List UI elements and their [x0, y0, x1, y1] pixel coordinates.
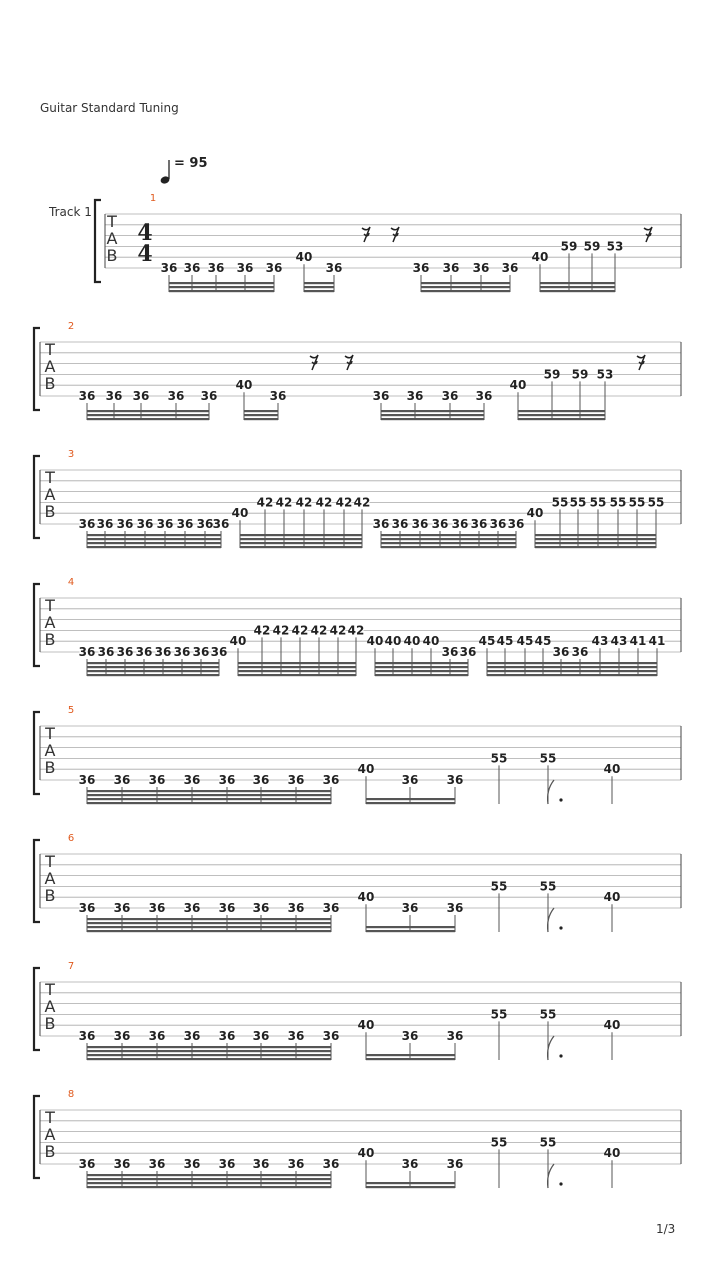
note-beam [366, 926, 455, 928]
measure-number: 2 [67, 321, 75, 332]
fret-number: 36 [269, 389, 287, 403]
note-beam [87, 666, 219, 668]
note-beam [366, 798, 455, 800]
note-beam [375, 666, 468, 668]
fret-number: 36 [156, 517, 174, 531]
fret-number: 36 [192, 645, 210, 659]
note-beam [87, 802, 331, 804]
note-beam [240, 538, 362, 540]
tab-clef-letter: A [44, 613, 56, 632]
fret-number: 36 [113, 1029, 131, 1043]
fret-number: 36 [97, 645, 115, 659]
note-beam [366, 802, 455, 804]
fret-number: 40 [603, 1146, 621, 1161]
fret-number: 55 [490, 751, 508, 766]
system-bracket [34, 584, 40, 666]
fret-number: 36 [401, 773, 419, 787]
note-beam [238, 662, 356, 664]
fret-number: 36 [322, 1029, 340, 1043]
fret-number: 36 [148, 901, 166, 915]
fret-number: 36 [252, 901, 270, 915]
fret-number: 36 [470, 517, 488, 531]
note-flag [548, 1036, 554, 1060]
fret-number: 36 [105, 389, 123, 403]
note-beam [87, 1054, 331, 1056]
fret-number: 40 [603, 890, 621, 905]
tab-clef-letter: T [45, 1108, 55, 1127]
fret-number: 36 [552, 645, 570, 659]
fret-number: 40 [366, 634, 384, 649]
note-beam [244, 414, 278, 416]
fret-number: 36 [489, 517, 507, 531]
fret-number: 42 [329, 623, 347, 638]
system-bracket [34, 1096, 40, 1178]
note-beam [87, 418, 209, 420]
tab-clef-letter: B [44, 758, 56, 777]
fret-number: 55 [490, 879, 508, 894]
tab-clef-letter: T [45, 468, 55, 487]
fret-number: 36 [218, 1157, 236, 1171]
fret-number: 36 [207, 261, 225, 275]
system-7 [34, 961, 681, 1060]
fret-number: 36 [113, 773, 131, 787]
note-beam [87, 538, 221, 540]
fret-number: 42 [253, 623, 271, 638]
note-beam [487, 670, 657, 672]
fret-number: 55 [490, 1135, 508, 1150]
fret-number: 40 [229, 634, 247, 649]
fret-number: 36 [183, 1029, 201, 1043]
fret-number: 36 [183, 773, 201, 787]
fret-number: 36 [176, 517, 194, 531]
fret-number: 36 [252, 1029, 270, 1043]
note-beam [366, 1186, 455, 1188]
fret-number: 36 [411, 517, 429, 531]
note-beam [169, 290, 274, 292]
tab-clef-letter: A [44, 741, 56, 760]
note-beam [87, 534, 221, 536]
fret-number: 40 [384, 634, 402, 649]
fret-number: 36 [451, 517, 469, 531]
fret-number: 40 [235, 378, 253, 393]
fret-number: 36 [401, 1157, 419, 1171]
fret-number: 36 [501, 261, 519, 275]
fret-number: 45 [534, 634, 552, 649]
fret-number: 36 [287, 1029, 305, 1043]
fret-number: 36 [96, 517, 114, 531]
fret-number: 59 [571, 367, 589, 382]
system-bracket [34, 328, 40, 410]
note-beam [540, 282, 615, 284]
fret-number: 55 [551, 495, 569, 510]
system-4 [34, 577, 681, 676]
note-beam [87, 918, 331, 920]
fret-number: 36 [148, 773, 166, 787]
fret-number: 36 [78, 1029, 96, 1043]
fret-number: 40 [231, 506, 249, 521]
note-beam [381, 546, 516, 548]
note-beam [238, 666, 356, 668]
tab-clef-letter: B [44, 1014, 56, 1033]
note-beam [87, 1186, 331, 1188]
dotted-note [559, 1182, 562, 1185]
track-name-label: Track 1 [49, 205, 92, 219]
fret-number: 36 [287, 773, 305, 787]
tab-clef-letter: B [44, 886, 56, 905]
fret-number: 36 [431, 517, 449, 531]
tab-clef-letter: T [45, 724, 55, 743]
note-beam [87, 662, 219, 664]
note-beam [87, 926, 331, 928]
fret-number: 40 [357, 890, 375, 905]
fret-number: 36 [507, 517, 525, 531]
system-5 [34, 705, 681, 804]
note-beam [518, 414, 605, 416]
note-beam [487, 662, 657, 664]
fret-number: 36 [116, 645, 134, 659]
fret-number: 36 [78, 389, 96, 403]
fret-number: 36 [236, 261, 254, 275]
fret-number: 36 [148, 1029, 166, 1043]
tempo-value: 95 [189, 156, 208, 171]
fret-number: 36 [441, 645, 459, 659]
note-beam [487, 674, 657, 676]
fret-number: 40 [422, 634, 440, 649]
note-beam [518, 418, 605, 420]
note-beam [87, 1058, 331, 1060]
note-beam [304, 286, 334, 288]
fret-number: 45 [496, 634, 514, 649]
note-beam [87, 546, 221, 548]
dotted-note [559, 926, 562, 929]
fret-number: 42 [275, 495, 293, 510]
fret-number: 36 [78, 645, 96, 659]
note-beam [535, 534, 656, 536]
fret-number: 40 [531, 250, 549, 265]
fret-number: 55 [569, 495, 587, 510]
fret-number: 36 [446, 1157, 464, 1171]
fret-number: 36 [265, 261, 283, 275]
fret-number: 53 [596, 367, 614, 382]
fret-number: 55 [490, 1007, 508, 1022]
fret-number: 36 [252, 1157, 270, 1171]
note-beam [240, 542, 362, 544]
note-beam [535, 542, 656, 544]
fret-number: 36 [412, 261, 430, 275]
note-beam [87, 930, 331, 932]
note-beam [366, 1054, 455, 1056]
note-beam [240, 546, 362, 548]
measure-number: 5 [67, 705, 75, 716]
note-flag [548, 780, 554, 804]
note-beam [421, 286, 510, 288]
fret-number: 36 [475, 389, 493, 403]
system-6 [34, 833, 681, 932]
fret-number: 36 [372, 517, 390, 531]
fret-number: 36 [287, 1157, 305, 1171]
tab-clef-letter: A [44, 1125, 56, 1144]
note-beam [238, 674, 356, 676]
measure-number: 1 [149, 193, 157, 204]
note-beam [421, 290, 510, 292]
note-beam [381, 414, 484, 416]
fret-number: 36 [391, 517, 409, 531]
fret-number: 36 [401, 1029, 419, 1043]
note-beam [366, 1058, 455, 1060]
fret-number: 42 [291, 623, 309, 638]
fret-number: 36 [113, 1157, 131, 1171]
fret-number: 40 [357, 762, 375, 777]
fret-number: 36 [116, 517, 134, 531]
note-beam [304, 282, 334, 284]
note-flag [548, 908, 554, 932]
note-beam [87, 674, 219, 676]
fret-number: 55 [628, 495, 646, 510]
fret-number: 42 [295, 495, 313, 510]
fret-number: 36 [287, 901, 305, 915]
fret-number: 36 [252, 773, 270, 787]
fret-number: 43 [610, 634, 628, 649]
system-bracket [34, 840, 40, 922]
tab-clef-letter: B [44, 374, 56, 393]
note-beam [87, 1182, 331, 1184]
note-beam [87, 1178, 331, 1180]
fret-number: 42 [335, 495, 353, 510]
fret-number: 36 [183, 261, 201, 275]
system-1 [95, 193, 681, 292]
fret-number: 36 [78, 773, 96, 787]
fret-number: 55 [647, 495, 665, 510]
tab-clef-letter: B [44, 630, 56, 649]
note-beam [487, 666, 657, 668]
dotted-note [559, 1054, 562, 1057]
fret-number: 42 [256, 495, 274, 510]
fret-number: 43 [591, 634, 609, 649]
note-beam [240, 534, 362, 536]
note-beam [381, 534, 516, 536]
system-bracket [34, 968, 40, 1050]
fret-number: 36 [218, 901, 236, 915]
fret-number: 40 [526, 506, 544, 521]
note-beam [238, 670, 356, 672]
tab-clef-letter: A [106, 229, 118, 248]
measure-number: 6 [67, 833, 75, 844]
fret-number: 55 [539, 1135, 557, 1150]
fret-number: 55 [539, 751, 557, 766]
tab-clef-letter: B [44, 502, 56, 521]
fret-number: 55 [609, 495, 627, 510]
note-beam [169, 282, 274, 284]
fret-number: 55 [539, 879, 557, 894]
fret-number: 36 [78, 517, 96, 531]
fret-number: 36 [459, 645, 477, 659]
note-beam [375, 662, 468, 664]
note-beam [87, 410, 209, 412]
tab-clef-letter: T [45, 852, 55, 871]
fret-number: 41 [648, 634, 666, 649]
note-beam [421, 282, 510, 284]
note-beam [366, 930, 455, 932]
fret-number: 36 [372, 389, 390, 403]
fret-number: 45 [516, 634, 534, 649]
fret-number: 36 [183, 901, 201, 915]
measure-number: 8 [67, 1089, 75, 1100]
system-bracket [34, 456, 40, 538]
tempo-marking: = 95 [174, 156, 208, 171]
note-beam [87, 542, 221, 544]
fret-number: 36 [136, 517, 154, 531]
tab-clef-letter: A [44, 357, 56, 376]
fret-number: 45 [478, 634, 496, 649]
note-beam [535, 538, 656, 540]
fret-number: 36 [322, 1157, 340, 1171]
fret-number: 36 [167, 389, 185, 403]
quarter-note-icon [160, 160, 171, 185]
note-beam [87, 790, 331, 792]
fret-number: 42 [347, 623, 365, 638]
note-beam [87, 414, 209, 416]
fret-number: 40 [603, 1018, 621, 1033]
fret-number: 59 [583, 239, 601, 254]
note-beam [366, 1182, 455, 1184]
fret-number: 36 [218, 773, 236, 787]
fret-number: 40 [357, 1018, 375, 1033]
fret-number: 41 [629, 634, 647, 649]
fret-number: 59 [560, 239, 578, 254]
tab-clef-letter: T [45, 596, 55, 615]
dotted-note [559, 798, 562, 801]
fret-number: 36 [212, 517, 230, 531]
fret-number: 36 [200, 389, 218, 403]
tab-clef-letter: B [106, 246, 118, 265]
fret-number: 36 [472, 261, 490, 275]
note-beam [381, 538, 516, 540]
system-3 [34, 449, 681, 548]
fret-number: 40 [509, 378, 527, 393]
measure-number: 3 [67, 449, 75, 460]
fret-number: 36 [113, 901, 131, 915]
fret-number: 42 [353, 495, 371, 510]
tuning-label: Guitar Standard Tuning [40, 101, 179, 115]
note-beam [540, 286, 615, 288]
fret-number: 36 [446, 1029, 464, 1043]
note-beam [381, 542, 516, 544]
note-flag [548, 1164, 554, 1188]
measure-number: 4 [67, 577, 75, 588]
note-beam [87, 670, 219, 672]
fret-number: 36 [446, 901, 464, 915]
measure-number: 7 [67, 961, 75, 972]
note-beam [87, 1046, 331, 1048]
fret-number: 36 [322, 901, 340, 915]
fret-number: 40 [403, 634, 421, 649]
note-beam [87, 922, 331, 924]
system-8 [34, 1089, 681, 1188]
page-number: 1/3 [656, 1222, 676, 1236]
note-beam [375, 674, 468, 676]
fret-number: 36 [325, 261, 343, 275]
note-beam [304, 290, 334, 292]
fret-number: 36 [148, 1157, 166, 1171]
note-beam [244, 418, 278, 420]
note-beam [87, 1174, 331, 1176]
fret-number: 36 [571, 645, 589, 659]
fret-number: 42 [310, 623, 328, 638]
tab-clef-letter: T [45, 340, 55, 359]
tab-clef-letter: A [44, 869, 56, 888]
tab-clef-letter: T [45, 980, 55, 999]
system-bracket [95, 200, 101, 282]
note-beam [87, 1050, 331, 1052]
fret-number: 40 [603, 762, 621, 777]
note-beam [169, 286, 274, 288]
note-beam [381, 418, 484, 420]
tab-clef-letter: A [44, 997, 56, 1016]
fret-number: 36 [210, 645, 228, 659]
fret-number: 36 [173, 645, 191, 659]
note-beam [540, 290, 615, 292]
fret-number: 36 [78, 901, 96, 915]
fret-number: 36 [401, 901, 419, 915]
fret-number: 55 [589, 495, 607, 510]
fret-number: 36 [441, 389, 459, 403]
note-beam [518, 410, 605, 412]
tab-clef-letter: A [44, 485, 56, 504]
note-beam [244, 410, 278, 412]
fret-number: 36 [446, 773, 464, 787]
tab-clef-letter: T [107, 212, 117, 231]
fret-number: 42 [272, 623, 290, 638]
note-beam [87, 794, 331, 796]
fret-number: 36 [78, 1157, 96, 1171]
time-signature-bottom: 4 [137, 241, 153, 267]
fret-number: 42 [315, 495, 333, 510]
note-beam [375, 670, 468, 672]
fret-number: 36 [132, 389, 150, 403]
time-signature-top: 4 [137, 220, 153, 246]
fret-number: 36 [154, 645, 172, 659]
note-beam [535, 546, 656, 548]
fret-number: 53 [606, 239, 624, 254]
system-bracket [34, 712, 40, 794]
fret-number: 36 [160, 261, 178, 275]
fret-number: 36 [406, 389, 424, 403]
note-beam [381, 410, 484, 412]
fret-number: 36 [218, 1029, 236, 1043]
fret-number: 36 [135, 645, 153, 659]
system-2 [34, 321, 681, 420]
fret-number: 36 [183, 1157, 201, 1171]
fret-number: 36 [196, 517, 214, 531]
fret-number: 40 [357, 1146, 375, 1161]
fret-number: 55 [539, 1007, 557, 1022]
note-beam [87, 798, 331, 800]
fret-number: 36 [322, 773, 340, 787]
tab-clef-letter: B [44, 1142, 56, 1161]
fret-number: 59 [543, 367, 561, 382]
fret-number: 36 [442, 261, 460, 275]
fret-number: 40 [295, 250, 313, 265]
